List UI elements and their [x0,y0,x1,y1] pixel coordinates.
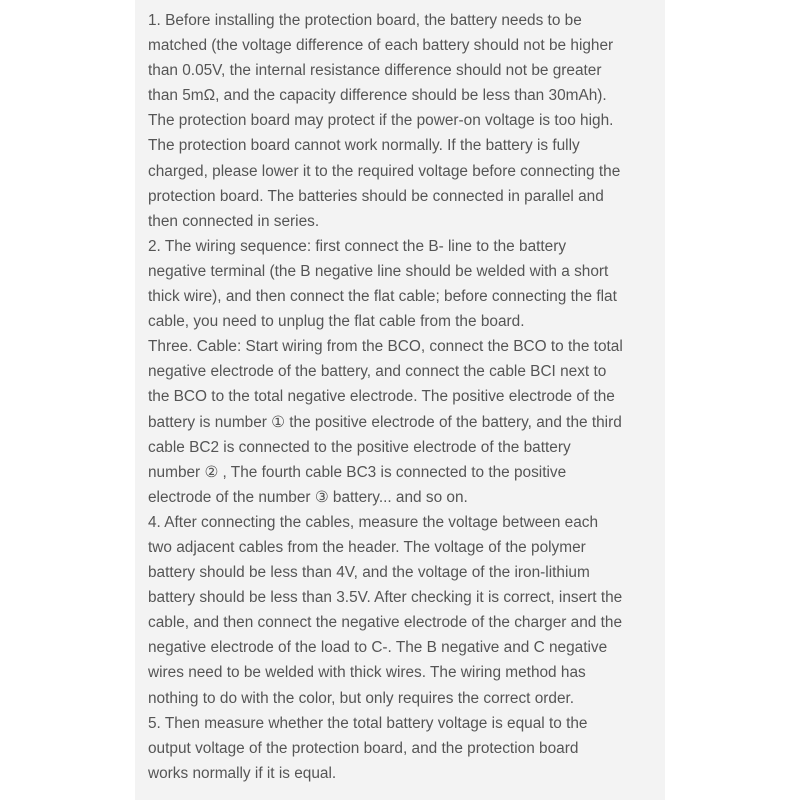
text-line: nothing to do with the color, but only requires the correct order. [148,689,575,707]
text-line: than 0.05V, the internal resistance difference should not be greater [148,62,602,80]
text-line: than 5mΩ, and the capacity difference should be less than 30mAh). [148,87,607,105]
text-line: cable BC2 is connected to the positive electrode of the battery [148,438,571,456]
text-line: negative terminal (the B negative line should be welded with a short [148,262,609,280]
text-line: negative electrode of the battery, and connect the cable BCI next to [148,363,607,381]
text-line: negative electrode of the load to C-. The B negative and C negative [148,639,608,657]
text-line: charged, please lower it to the required voltage before connecting the [148,162,621,180]
text-line: electrode of the number ③ battery... and so on. [148,488,468,506]
text-line: 1. Before installing the protection board, the battery needs to be [148,12,582,29]
text-line: cable, you need to unplug the flat cable from the board. [148,313,525,331]
text-line: two adjacent cables from the header. The voltage of the polymer [148,538,586,556]
text-line: 4. After connecting the cables, measure the voltage between each [148,513,599,531]
text-line: number ② , The fourth cable BC3 is connected to the positive [148,463,567,481]
text-line: works normally if it is equal. [148,764,337,782]
instruction-text [148,8,665,786]
text-line: The protection board may protect if the power-on voltage is too high. [148,112,614,130]
text-line: 2. The wiring sequence: first connect the B- line to the battery [148,237,567,255]
text-line: matched (the voltage difference of each battery should not be higher [148,37,614,55]
text-line: The protection board cannot work normally. If the battery is fully [148,137,580,155]
text-line: battery is number ① the positive electrode of the battery, and the third [148,413,622,431]
text-line: cable, and then connect the negative electrode of the charger and the [148,614,623,632]
text-line: thick wire), and then connect the flat cable; before connecting the flat [148,288,617,306]
text-line: Three. Cable: Start wiring from the BCO, connect the BCO to the total [148,338,623,356]
text-line: 5. Then measure whether the total battery voltage is equal to the [148,714,588,732]
text-line: protection board. The batteries should be connected in parallel and [148,187,604,205]
text-line: battery should be less than 4V, and the voltage of the iron-lithium [148,564,590,582]
text-line: wires need to be welded with thick wires. The wiring method has [148,664,586,682]
text-line: the BCO to the total negative electrode. The positive electrode of the [148,388,615,406]
instruction-panel [135,0,665,800]
text-line: output voltage of the protection board, and the protection board [148,739,579,757]
text-line: then connected in series. [148,212,320,230]
text-line: battery should be less than 3.5V. After checking it is correct, insert the [148,589,623,607]
